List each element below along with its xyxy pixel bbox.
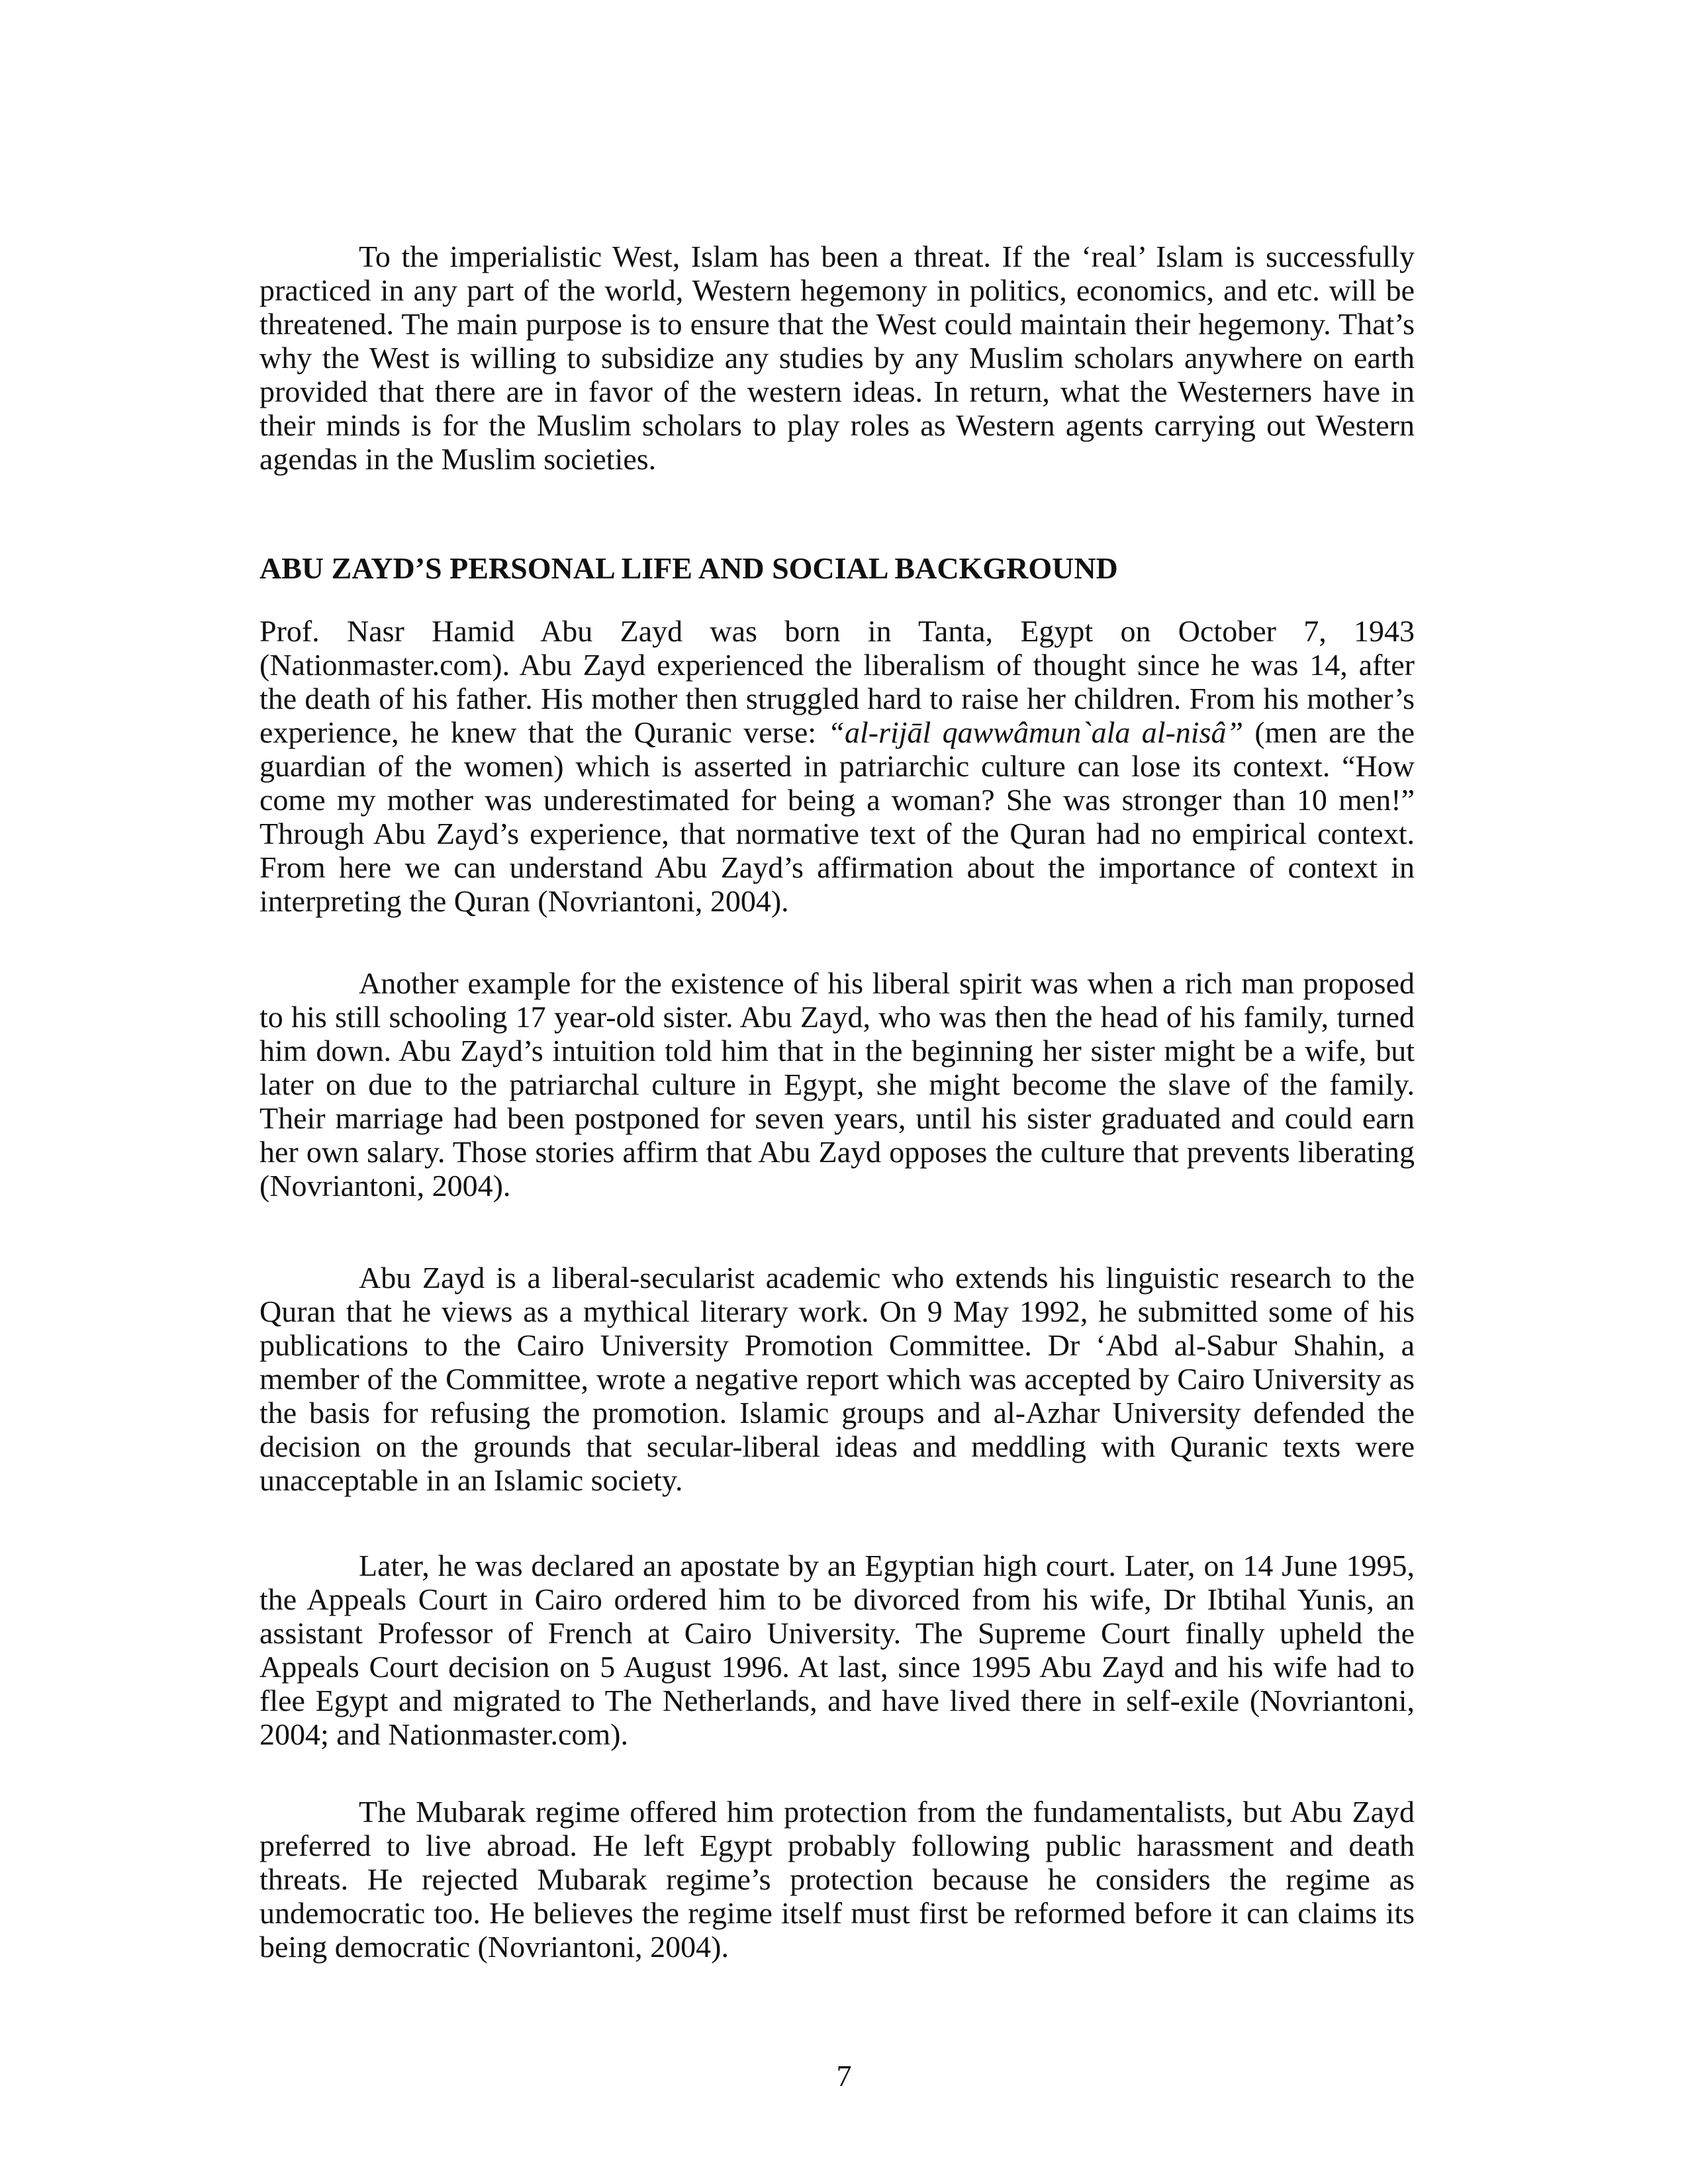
paragraph-apostasy: Later, he was declared an apostate by an Egyptian high court. Later, on 14 June 1995, the Appeals Court in Cairo ordered him to be divorced from his wife, Dr Ibtihal Yunis, an assistant Professor of French at Cairo University. The Supreme Court finally upheld the Appeals Court decision on 5 August 1996. At last, since 1995 Abu Zayd and his wife had to flee Egypt and migrated to The Netherlands, and have lived there in self-exile (Novriantoni, 2004; and Nationmaster.com). — [259, 1549, 1415, 1751]
paragraph-personal-life — [259, 614, 1415, 918]
text: (men are the guardian of the women) which is asserted in patriarchic culture can lose its context. “How come my mother was underestimated for being a woman? She was stronger than 10 men!” Through Abu Zayd’s experience, that normative text of the Quran had no empirical context. From here we can understand Abu Zayd’s affirmation about the importance of context in interpreting the Quran (Novriantoni, 2004). — [259, 715, 1415, 918]
paragraph-mubarak: The Mubarak regime offered him protection from the fundamentalists, but Abu Zayd preferred to live abroad. He left Egypt probably following public harassment and death threats. He rejected Mubarak regime’s protection because he considers the regime as undemocratic too. He believes the regime itself must first be reformed before it can claims its being democratic (Novriantoni, 2004). — [259, 1795, 1415, 1964]
quranic-verse: “al-rijāl qawwâmun`ala al-nisâ” — [827, 715, 1244, 749]
paragraph-sister: Another example for the existence of his liberal spirit was when a rich man proposed to his still schooling 17 year-old sister. Abu Zayd, who was then the head of his family, turned him down. Abu Zayd’s intuition told him that in the beginning her sister might be a wife, but later on due to the patriarchal culture in Egypt, she might become the slave of the family. Their marriage had been postponed for seven years, until his sister graduated and could earn her own salary. Those stories affirm that Abu Zayd opposes the culture that prevents liberating (Novriantoni, 2004). — [259, 966, 1415, 1203]
page-number: 7 — [836, 2059, 852, 2093]
section-heading: ABU ZAYD’S PERSONAL LIFE AND SOCIAL BACKGROUND — [259, 551, 1118, 585]
paragraph-promotion: Abu Zayd is a liberal-secularist academic who extends his linguistic research to the Quran that he views as a mythical literary work. On 9 May 1992, he submitted some of his publications to the Cairo University Promotion Committee. Dr ‘Abd al-Sabur Shahin, a member of the Committee, wrote a negative report which was accepted by Cairo University as the basis for refusing the promotion. Islamic groups and al-Azhar University defended the decision on the grounds that secular-liberal ideas and meddling with Quranic texts were unacceptable in an Islamic society. — [259, 1261, 1415, 1497]
paragraph-imperialism: To the imperialistic West, Islam has been a threat. If the ‘real’ Islam is successfully practiced in any part of the world, Western hegemony in politics, economics, and etc. will be threatened. The main purpose is to ensure that the West could maintain their hegemony. That’s why the West is willing to subsidize any studies by any Muslim scholars anywhere on earth provided that there are in favor of the western ideas. In return, what the Westerners have in their minds is for the Muslim scholars to play roles as Western agents carrying out Western agendas in the Muslim societies. — [259, 240, 1415, 476]
text: Prof. Nasr Hamid Abu Zayd was born in Tanta, Egypt on October 7, 1943 (Nationmaster.com). Abu Zayd experienced the liberalism of thought since he was 14, after the death of his father. His mother then struggled hard to raise her children. From his mother’s experience, he knew that the Quranic verse: — [259, 614, 1415, 749]
